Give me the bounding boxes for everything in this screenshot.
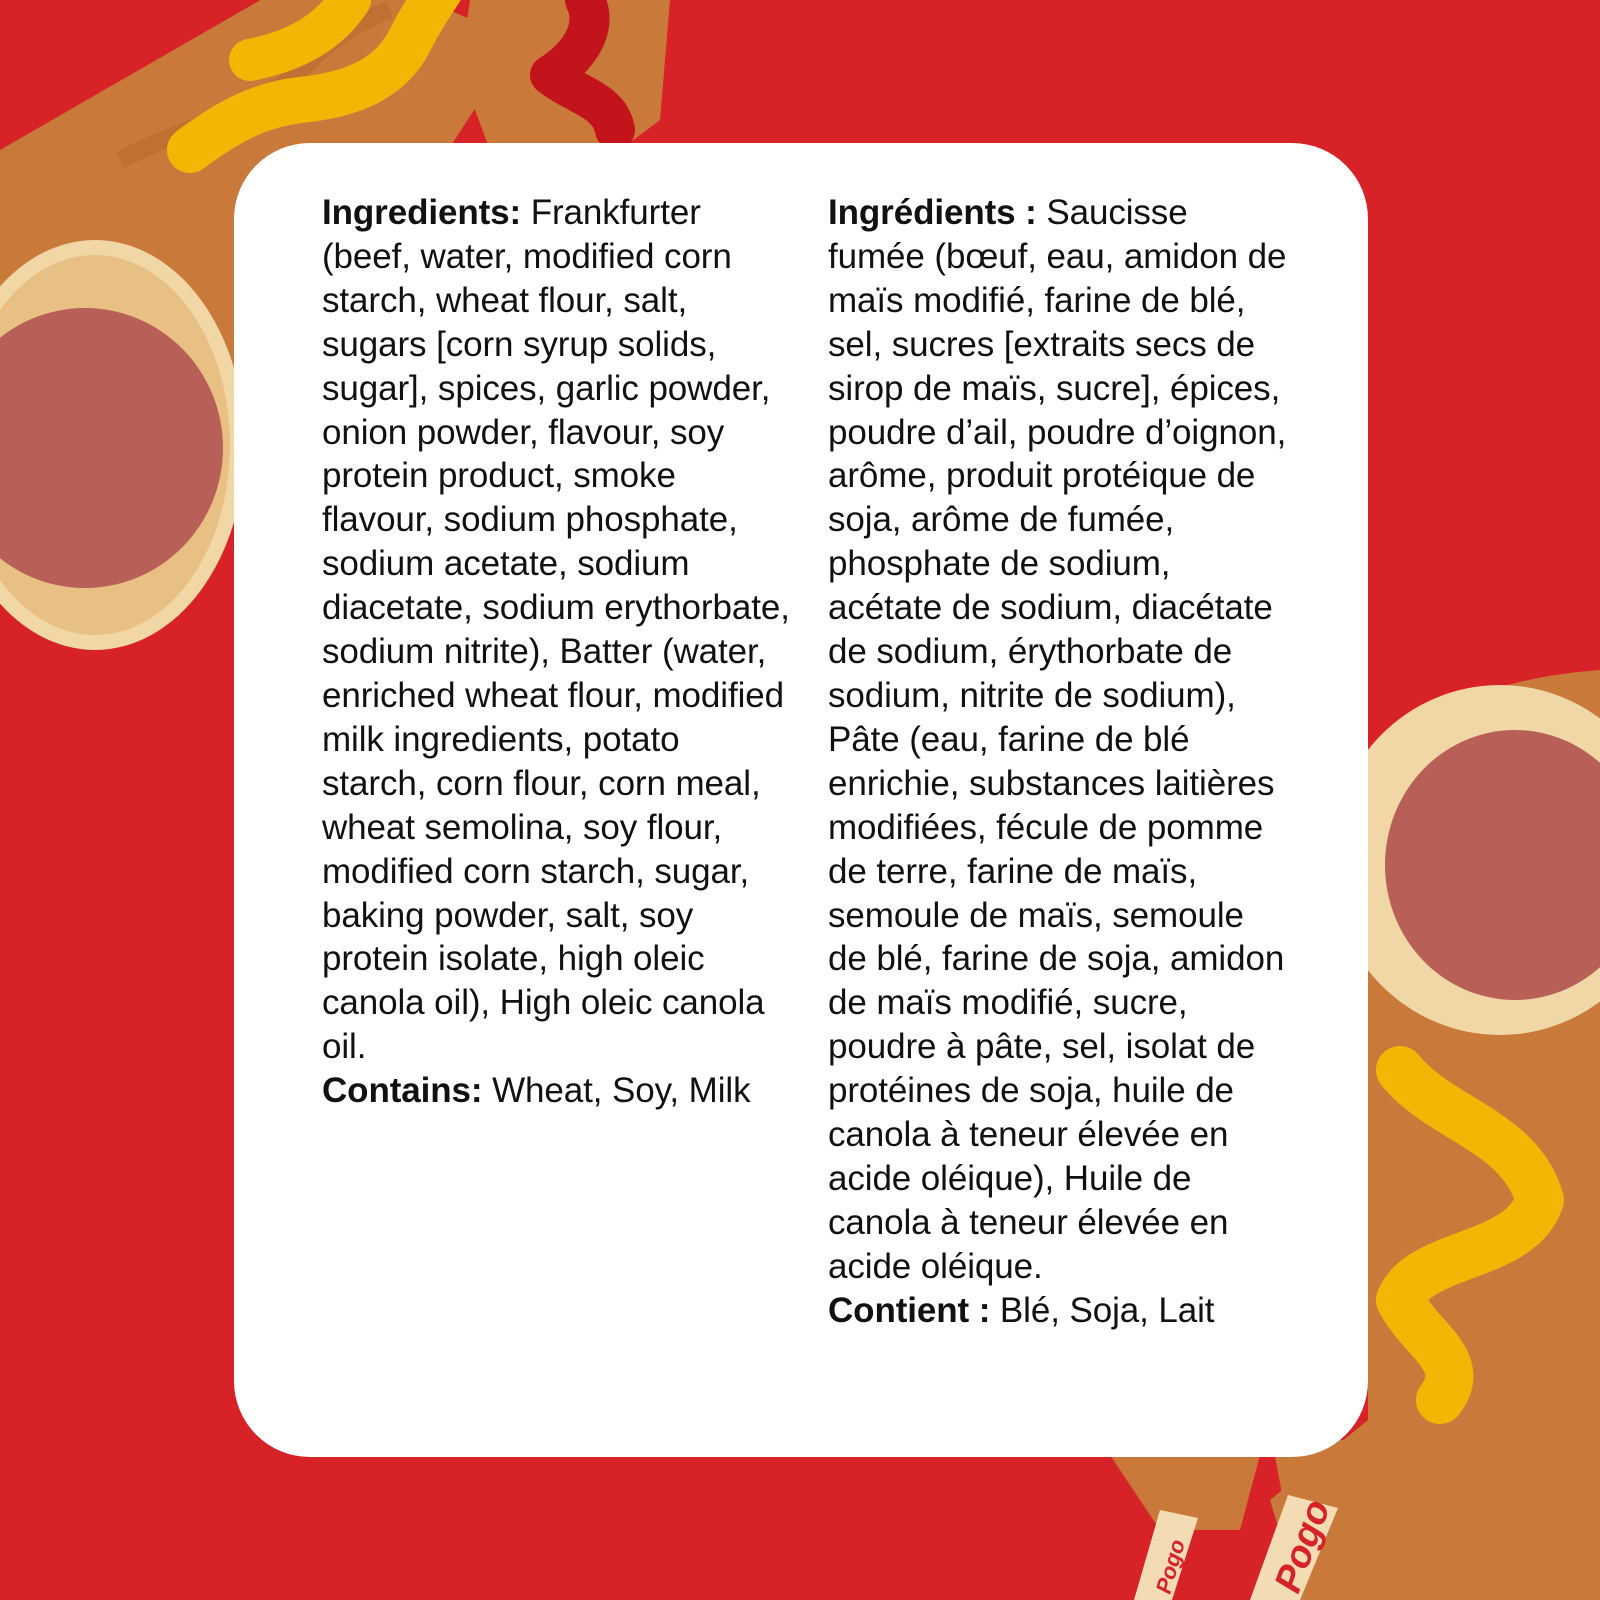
contains-label-en: Contains: <box>322 1071 483 1111</box>
ingredients-english <box>322 191 790 1113</box>
pogo-logo-small: Pogo <box>1150 1536 1190 1597</box>
ingredients-french <box>828 191 1288 1333</box>
ingredients-text-en: Frankfurter (beef, water, modified corn starch, wheat flour, salt, sugars [corn syrup solids, sugar], spices, garlic powder, onion powder, flavour, soy protein product, smoke flavour, sodium phosphate, sodium acetate, sodium diacetate, sodium erythorbate, sodium nitrite), Batter (water, enriched wheat flour, modified milk ingredients, potato starch, corn flour, corn meal, wheat semolina, soy flour, modified corn starch, sugar, baking powder, salt, soy protein isolate, high oleic canola oil), High oleic canola oil. <box>322 193 790 1067</box>
contains-text-fr: Blé, Soja, Lait <box>990 1290 1215 1330</box>
contains-text-en: Wheat, Soy, Milk <box>482 1071 751 1111</box>
ingredients-label-fr: Ingrédients : <box>828 193 1037 232</box>
corn-dog-stick-left <box>1134 1510 1198 1600</box>
ingredients-text-fr: Saucisse fumée (bœuf, eau, amidon de maïs modifié, farine de blé, sel, sucres [extraits secs de sirop de maïs, sucre], épices, poudre d’ail, poudre d’oignon, arôme, produit protéique de soja, arôme de fumée, phosphate de sodium, acétate de sodium, diacétate de sodium, érythorbate de sodium, nitrite de sodium), Pâte (eau, farine de blé enrichie, substances laitières modifiées, fécule de pomme de terre, farine de maïs, semoule de maïs, semoule de blé, farine de soja, amidon de maïs modifié, sucre, poudre à pâte, sel, isolat de protéines de soja, huile de canola à teneur élevée en acide oléique), Huile de canola à teneur élevée en acide oléique. <box>828 193 1287 1286</box>
ingredients-card <box>234 143 1368 1457</box>
contains-label-fr: Contient : <box>828 1290 991 1330</box>
ingredients-label-en: Ingredients: <box>322 193 522 232</box>
corn-dog-top-ketchup <box>460 0 670 150</box>
pogo-logo-large: Pogo <box>1266 1494 1339 1599</box>
